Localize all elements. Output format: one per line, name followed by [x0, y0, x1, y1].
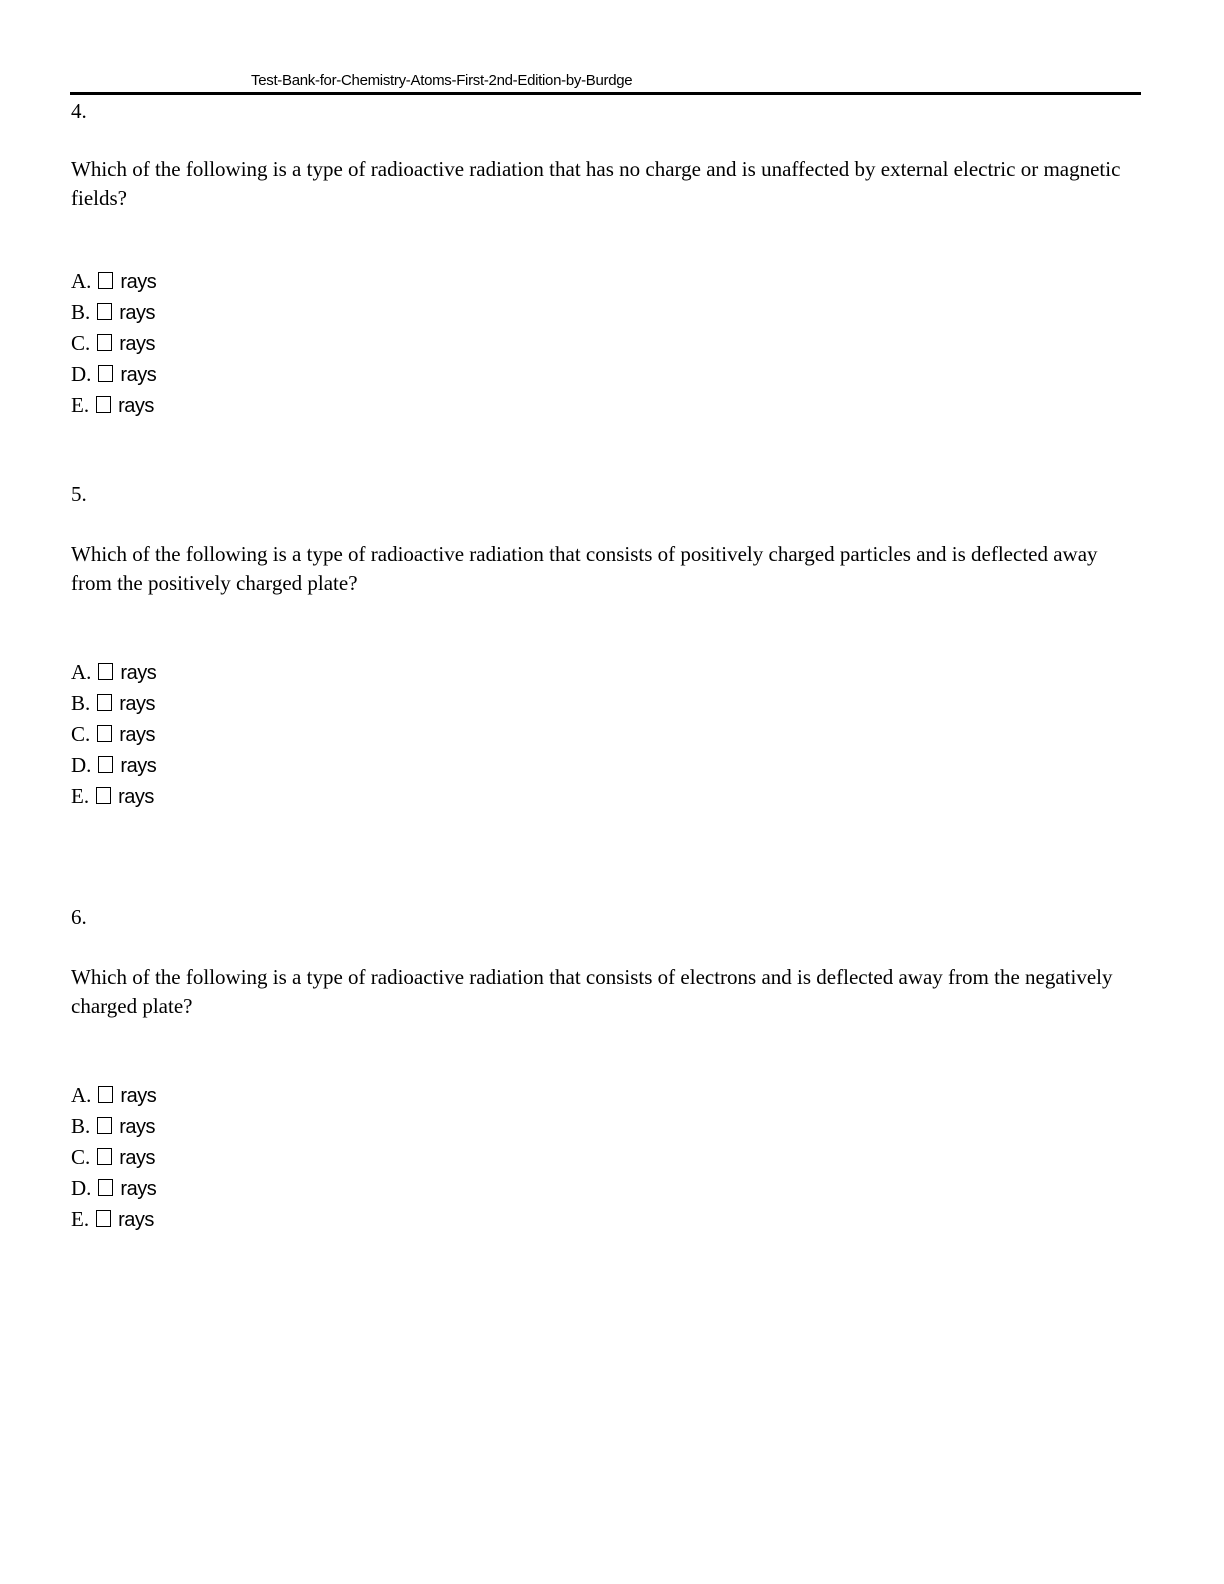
- missing-glyph-box-icon: [96, 396, 111, 413]
- answer-choices: [71, 266, 156, 421]
- choice-letter: E.: [71, 393, 90, 417]
- choice-text: rays: [118, 786, 154, 808]
- answer-choice-a[interactable]: [71, 657, 156, 688]
- answer-choice-d[interactable]: [71, 750, 156, 781]
- choice-text: rays: [120, 271, 157, 293]
- answer-choice-b[interactable]: [71, 297, 156, 328]
- answer-choice-d[interactable]: [71, 359, 156, 390]
- question-6: [71, 903, 1131, 1231]
- choice-letter: E.: [71, 784, 90, 808]
- answer-choices: [71, 1080, 156, 1235]
- question-text: Which of the following is a type of radioactive radiation that consists of positively charged particles and is deflected away from the positively charged plate?: [71, 542, 1098, 595]
- answer-choice-e[interactable]: [71, 781, 156, 812]
- missing-glyph-box-icon: [98, 756, 113, 773]
- choice-text: rays: [119, 333, 156, 355]
- choice-text: rays: [119, 693, 156, 715]
- choice-text: rays: [120, 662, 157, 684]
- choice-letter: B.: [71, 1114, 91, 1138]
- choice-text: rays: [120, 1178, 157, 1200]
- question-text: Which of the following is a type of radioactive radiation that consists of electrons and is deflected away from the negatively charged plate?: [71, 965, 1113, 1018]
- answer-choice-c[interactable]: [71, 328, 156, 359]
- answer-choice-a[interactable]: [71, 1080, 156, 1111]
- question-4: [71, 97, 1131, 417]
- document-title: Test-Bank-for-Chemistry-Atoms-First-2nd-Edition-by-Burdge: [251, 72, 633, 89]
- choice-letter: D.: [71, 753, 92, 777]
- choice-letter: A.: [71, 1083, 92, 1107]
- choice-text: rays: [120, 364, 157, 386]
- choice-text: rays: [119, 724, 156, 746]
- missing-glyph-box-icon: [98, 272, 113, 289]
- answer-choice-e[interactable]: [71, 390, 156, 421]
- answer-choice-d[interactable]: [71, 1173, 156, 1204]
- choice-text: rays: [119, 302, 156, 324]
- missing-glyph-box-icon: [98, 663, 113, 680]
- missing-glyph-box-icon: [97, 1117, 112, 1134]
- answer-choices: [71, 657, 156, 812]
- choice-letter: E.: [71, 1207, 90, 1231]
- answer-choice-a[interactable]: [71, 266, 156, 297]
- missing-glyph-box-icon: [98, 365, 113, 382]
- choice-letter: B.: [71, 691, 91, 715]
- missing-glyph-box-icon: [97, 1148, 112, 1165]
- choice-text: rays: [119, 1116, 156, 1138]
- choice-letter: D.: [71, 362, 92, 386]
- choice-letter: D.: [71, 1176, 92, 1200]
- choice-letter: A.: [71, 660, 92, 684]
- missing-glyph-box-icon: [97, 694, 112, 711]
- choice-text: rays: [119, 1147, 156, 1169]
- question-number: 6.: [71, 905, 87, 929]
- choice-letter: A.: [71, 269, 92, 293]
- answer-choice-c[interactable]: [71, 1142, 156, 1173]
- choice-text: rays: [118, 395, 154, 417]
- choice-text: rays: [118, 1209, 154, 1231]
- choice-text: rays: [120, 1085, 157, 1107]
- question-5: [71, 480, 1131, 808]
- choice-letter: C.: [71, 331, 91, 355]
- choice-letter: C.: [71, 722, 91, 746]
- missing-glyph-box-icon: [97, 334, 112, 351]
- choice-text: rays: [120, 755, 157, 777]
- answer-choice-e[interactable]: [71, 1204, 156, 1235]
- missing-glyph-box-icon: [98, 1086, 113, 1103]
- missing-glyph-box-icon: [98, 1179, 113, 1196]
- header-rule: [70, 92, 1141, 95]
- missing-glyph-box-icon: [97, 725, 112, 742]
- missing-glyph-box-icon: [96, 787, 111, 804]
- answer-choice-b[interactable]: [71, 688, 156, 719]
- choice-letter: C.: [71, 1145, 91, 1169]
- missing-glyph-box-icon: [97, 303, 112, 320]
- answer-choice-c[interactable]: [71, 719, 156, 750]
- answer-choice-b[interactable]: [71, 1111, 156, 1142]
- choice-letter: B.: [71, 300, 91, 324]
- question-number: 5.: [71, 482, 87, 506]
- question-number: 4.: [71, 99, 87, 123]
- question-text: Which of the following is a type of radioactive radiation that has no charge and is unaffected by external electric or magnetic fields?: [71, 157, 1121, 210]
- missing-glyph-box-icon: [96, 1210, 111, 1227]
